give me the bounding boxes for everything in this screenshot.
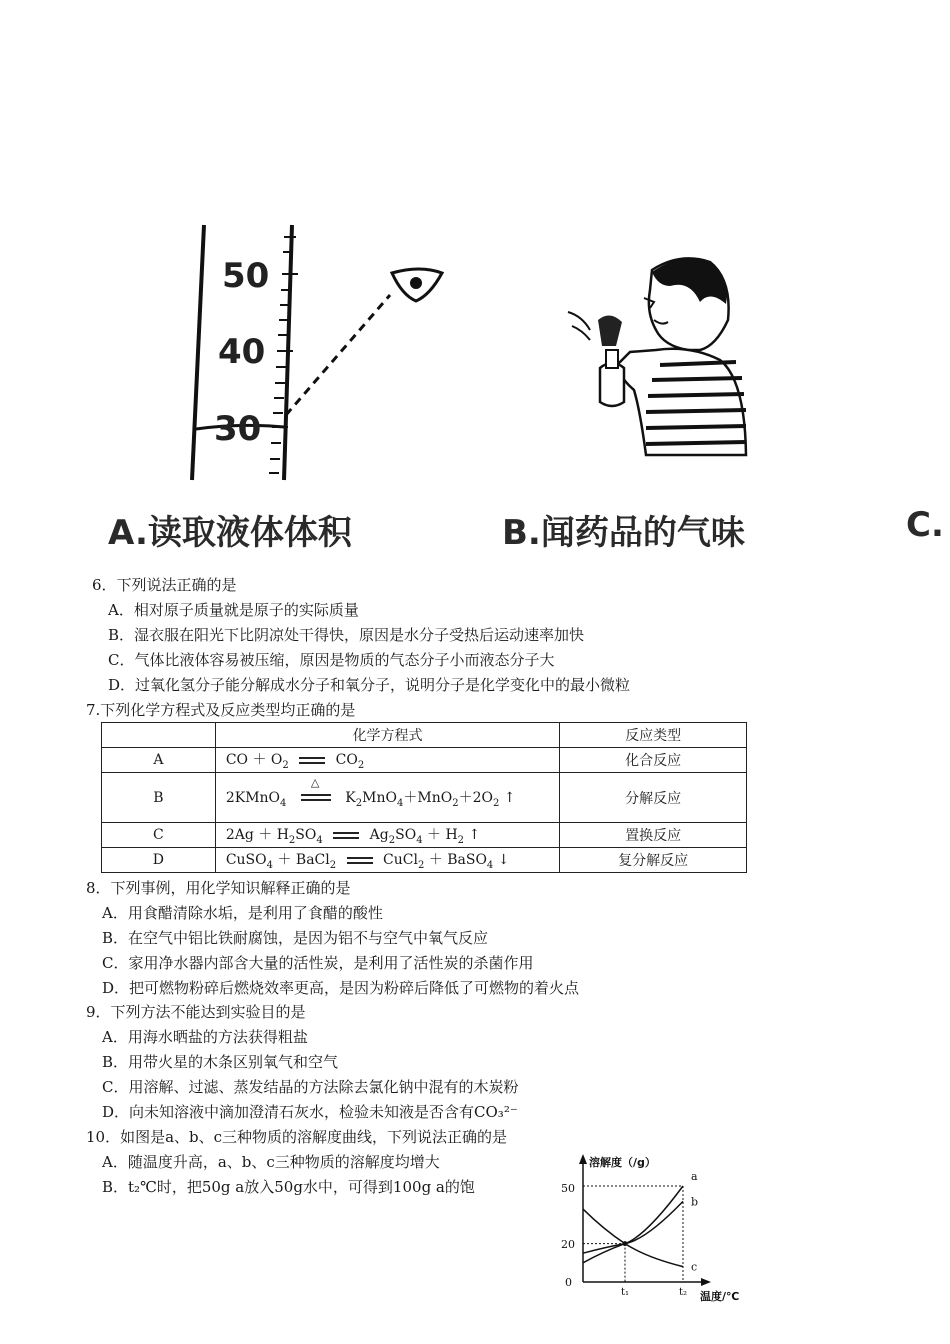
equation-c: $2Ag + H_2SO_4$ $Ag_2SO_4 + H_2$ ↑ xyxy=(215,823,559,848)
q10-stem: 10．如图是a、b、c三种物质的溶解度曲线，下列说法正确的是 xyxy=(86,1128,508,1146)
q9-option-b: B．用带火星的木条区别氧气和空气 xyxy=(102,1053,339,1071)
curve-c xyxy=(583,1209,683,1267)
table-row xyxy=(102,773,747,823)
row-label: D xyxy=(102,848,216,873)
row-type: 分解反应 xyxy=(560,773,747,823)
table-header-row xyxy=(102,723,747,748)
q8-option-c: C．家用净水器内部含大量的活性炭，是利用了活性炭的杀菌作用 xyxy=(102,954,534,972)
table-row xyxy=(102,848,747,873)
q8-stem: 8．下列事例，用化学知识解释正确的是 xyxy=(86,879,351,897)
caption-b: B.闻药品的气味 xyxy=(502,513,745,553)
smelling-figure xyxy=(560,250,760,465)
q9-option-a: A．用海水晒盐的方法获得粗盐 xyxy=(102,1028,308,1046)
equation-a: CO ＋ $O_2$ $CO_2$ xyxy=(215,748,559,773)
q8-option-d: D．把可燃物粉碎后燃烧效率更高，是因为粉碎后降低了可燃物的着火点 xyxy=(102,979,580,997)
x-axis-label: 温度/℃ xyxy=(700,1290,740,1303)
table-row xyxy=(102,823,747,848)
series-label-c: c xyxy=(691,1260,698,1274)
equation-table xyxy=(101,722,747,873)
row-type: 复分解反应 xyxy=(560,848,747,873)
q6-option-a: A．相对原子质量就是原子的实际质量 xyxy=(108,601,359,619)
row-label: C xyxy=(102,823,216,848)
series-label-b: b xyxy=(691,1195,699,1209)
cylinder-tick-30: 30 xyxy=(214,409,262,449)
y-tick-0: 0 xyxy=(565,1276,572,1289)
q7-stem: 7.下列化学方程式及反应类型均正确的是 xyxy=(86,701,356,719)
q9-option-d: D．向未知溶液中滴加澄清石灰水，检验未知液是否含有CO₃²⁻ xyxy=(102,1103,518,1121)
q10-option-a: A．随温度升高，a、b、c三种物质的溶解度均增大 xyxy=(102,1153,440,1171)
q6-option-c: C．气体比液体容易被压缩，原因是物质的气态分子小而液态分子大 xyxy=(108,651,555,669)
row-label: A xyxy=(102,748,216,773)
series-label-a: a xyxy=(691,1170,698,1183)
x-tick-t1: t₁ xyxy=(621,1287,630,1298)
x-tick-t2: t₂ xyxy=(679,1287,688,1298)
q8-option-b: B．在空气中铝比铁耐腐蚀，是因为铝不与空气中氧气反应 xyxy=(102,929,489,947)
header-label xyxy=(102,723,216,748)
q9-option-c: C．用溶解、过滤、蒸发结晶的方法除去氯化钠中混有的木炭粉 xyxy=(102,1078,519,1096)
y-axis-label: 溶解度（/g） xyxy=(589,1156,656,1169)
y-axis-arrow xyxy=(579,1154,587,1164)
equation-d: CuSO$_4$ ＋ BaCl$_2$ CuCl$_2$ ＋ BaSO$_4$ ↓ xyxy=(215,848,559,873)
q9-stem: 9．下列方法不能达到实验目的是 xyxy=(86,1003,306,1021)
caption-c: C. xyxy=(906,505,944,545)
intersection-point xyxy=(623,1241,628,1246)
cylinder-figure xyxy=(180,215,460,490)
eye-icon xyxy=(392,269,442,301)
cylinder-tick-40: 40 xyxy=(218,332,266,372)
header-equation: 化学方程式 xyxy=(215,723,559,748)
table-row xyxy=(102,748,747,773)
x-axis-arrow xyxy=(701,1278,711,1286)
row-type: 化合反应 xyxy=(560,748,747,773)
solubility-chart xyxy=(555,1150,755,1305)
curve-b xyxy=(583,1201,683,1253)
q6-option-d: D．过氧化氢分子能分解成水分子和氧分子，说明分子是化学变化中的最小微粒 xyxy=(108,676,631,694)
q8-option-a: A．用食醋清除水垢，是利用了食醋的酸性 xyxy=(102,904,383,922)
q6-stem: 6．下列说法正确的是 xyxy=(92,576,237,594)
y-tick-20: 20 xyxy=(561,1238,575,1251)
curve-a xyxy=(583,1186,683,1263)
caption-a: A.读取液体体积 xyxy=(108,513,352,553)
row-label: B xyxy=(102,773,216,823)
header-type: 反应类型 xyxy=(560,723,747,748)
cylinder-tick-50: 50 xyxy=(222,256,270,296)
row-type: 置换反应 xyxy=(560,823,747,848)
q6-option-b: B．湿衣服在阳光下比阴凉处干得快，原因是水分子受热后运动速率加快 xyxy=(108,626,585,644)
equation-b: 2KMnO$_4$ △ $K_2MnO_4+MnO_2+2O_2$ ↑ xyxy=(215,773,559,823)
y-tick-50: 50 xyxy=(561,1182,575,1195)
q10-option-b: B．t₂℃时，把50g a放入50g水中，可得到100g a的饱 xyxy=(102,1178,475,1196)
